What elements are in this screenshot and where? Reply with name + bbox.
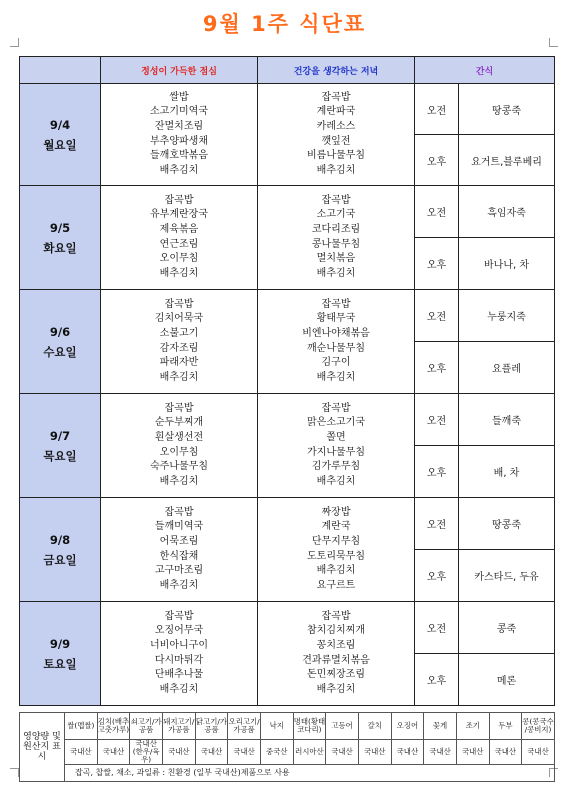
day-weekday: 토요일 [43, 656, 77, 671]
lunch-item: 배추김치 [159, 683, 199, 695]
lunch-item: 흰살생선전 [154, 431, 204, 443]
dinner-menu [258, 290, 415, 394]
corner-mark [549, 38, 558, 47]
origin-source: 국내산 [358, 740, 391, 765]
snack-am: 땅콩죽 [459, 498, 555, 550]
origin-items-row [20, 713, 555, 740]
dinner-item: 황태무국 [316, 313, 356, 325]
lunch-menu [101, 84, 258, 186]
dinner-item: 비름나물무침 [307, 150, 365, 162]
origin-note-row [20, 765, 555, 782]
dinner-item: 멸치볶음 [316, 253, 356, 265]
dinner-item: 꽁치조림 [316, 639, 356, 651]
period-pm: 오후 [415, 446, 459, 498]
dinner-item: 돈민찌장조림 [307, 669, 365, 681]
lunch-menu [101, 498, 258, 602]
origin-item: 쌀(멥쌀) [65, 713, 98, 740]
lunch-item: 배추김치 [159, 164, 199, 176]
period-am: 오전 [415, 84, 459, 135]
lunch-item: 고구마조림 [154, 565, 204, 577]
lunch-item: 잡곡밥 [164, 506, 194, 518]
menu-body [20, 84, 555, 706]
day-weekday: 월요일 [43, 137, 77, 152]
origin-source: 중국산 [260, 740, 293, 765]
lunch-item: 단배추나물 [154, 669, 204, 681]
dinner-item: 가지나물무침 [307, 446, 365, 458]
lunch-item: 김치어묵국 [154, 313, 204, 325]
origin-item: 쇠고기/가공품 [130, 713, 163, 740]
lunch-item: 오징어무국 [154, 625, 204, 637]
origin-item: 두부 [489, 713, 522, 740]
corner-mark [10, 38, 19, 47]
corner-mark [10, 768, 19, 777]
day-weekday: 화요일 [43, 240, 77, 255]
dinner-item: 쫄면 [326, 431, 346, 443]
day-date: 9/5 [49, 220, 71, 235]
origin-sources-row [20, 740, 555, 765]
lunch-item: 오이무침 [159, 253, 199, 265]
lunch-menu [101, 290, 258, 394]
period-am: 오전 [415, 186, 459, 238]
dinner-item: 잡곡밥 [321, 91, 351, 103]
snack-am: 들깨죽 [459, 394, 555, 446]
origin-item: 꽃게 [424, 713, 457, 740]
day-row [20, 602, 555, 654]
day-row [20, 84, 555, 135]
header-snack: 간식 [415, 57, 555, 84]
day-date: 9/4 [49, 117, 71, 132]
origin-source: 국내산 [65, 740, 98, 765]
dinner-menu [258, 84, 415, 186]
origin-item: 낙지 [260, 713, 293, 740]
origin-table [19, 712, 555, 782]
lunch-menu [101, 602, 258, 706]
lunch-item: 오이무침 [159, 446, 199, 458]
dinner-menu [258, 186, 415, 290]
day-date: 9/9 [49, 636, 71, 651]
snack-am: 콩죽 [459, 602, 555, 654]
day-cell [20, 290, 101, 394]
lunch-menu [101, 394, 258, 498]
dinner-item: 계란국 [321, 521, 351, 533]
dinner-item: 코다리조림 [311, 223, 361, 235]
snack-pm: 배, 차 [459, 446, 555, 498]
snack-pm: 바나나, 차 [459, 238, 555, 290]
menu-header-row [20, 57, 555, 84]
day-date: 9/7 [49, 428, 71, 443]
dinner-item: 카레소스 [316, 120, 356, 132]
lunch-item: 너비아니구이 [150, 639, 208, 651]
period-pm: 오후 [415, 654, 459, 706]
lunch-item: 배추김치 [159, 475, 199, 487]
page-title: 9월 1주 식단표 [202, 12, 367, 36]
dinner-item: 잡곡밥 [321, 298, 351, 310]
menu-table [19, 56, 555, 706]
dinner-item: 배추김치 [316, 164, 356, 176]
dinner-item: 콩나물무침 [311, 238, 361, 250]
lunch-item: 숙주나물무침 [150, 461, 208, 473]
snack-am: 흑임자죽 [459, 186, 555, 238]
dinner-menu [258, 602, 415, 706]
lunch-item: 소고기미역국 [150, 106, 208, 118]
period-am: 오전 [415, 498, 459, 550]
lunch-item: 들깨호박볶음 [150, 150, 208, 162]
origin-source: 국내산 [522, 740, 555, 765]
dinner-item: 잡곡밥 [321, 194, 351, 206]
dinner-item: 김구이 [321, 357, 351, 369]
day-date: 9/6 [49, 324, 71, 339]
period-pm: 오후 [415, 342, 459, 394]
dinner-item: 배추김치 [316, 683, 356, 695]
lunch-item: 감자조림 [159, 342, 199, 354]
snack-pm: 메론 [459, 654, 555, 706]
origin-source: 국내산 [97, 740, 130, 765]
lunch-item: 제육볶음 [159, 223, 199, 235]
dinner-item: 잡곡밥 [321, 402, 351, 414]
origin-source: 국내산 [424, 740, 457, 765]
dinner-item: 짜장밥 [321, 506, 351, 518]
day-cell [20, 394, 101, 498]
day-cell [20, 186, 101, 290]
lunch-item: 들깨미역국 [154, 521, 204, 533]
origin-source: 국내산 [195, 740, 228, 765]
lunch-item: 배추김치 [159, 371, 199, 383]
lunch-item: 소불고기 [159, 327, 199, 339]
lunch-item: 다시마튀각 [154, 654, 204, 666]
dinner-item: 잡곡밥 [321, 610, 351, 622]
dinner-menu [258, 498, 415, 602]
dinner-item: 배추김치 [316, 371, 356, 383]
lunch-item: 쌀밥 [169, 91, 189, 103]
dinner-item: 깻잎전 [321, 135, 351, 147]
origin-item: 김치(배추 고춧가루) [97, 713, 130, 740]
lunch-item: 유부계란장국 [150, 209, 208, 221]
dinner-item: 견과류멸치볶음 [302, 654, 370, 666]
origin-item: 오징어 [391, 713, 424, 740]
lunch-item: 부추양파생채 [150, 135, 208, 147]
period-am: 오전 [415, 290, 459, 342]
header-blank-cell [20, 57, 101, 84]
lunch-item: 어묵조림 [159, 535, 199, 547]
lunch-item: 배추김치 [159, 267, 199, 279]
lunch-item: 파래자반 [159, 357, 199, 369]
dinner-item: 소고기국 [316, 209, 356, 221]
snack-pm: 카스타드, 두유 [459, 550, 555, 602]
header-dinner: 건강을 생각하는 저녁 [258, 57, 415, 84]
period-pm: 오후 [415, 238, 459, 290]
period-pm: 오후 [415, 550, 459, 602]
day-date: 9/8 [49, 532, 71, 547]
origin-item: 콩(콩국수 /콩비지) [522, 713, 555, 740]
dinner-menu [258, 394, 415, 498]
origin-item: 닭고기/가공품 [195, 713, 228, 740]
origin-item: 돼지고기/가공품 [162, 713, 195, 740]
dinner-item: 깨순나물무침 [307, 342, 365, 354]
day-row [20, 186, 555, 238]
dinner-item: 배추김치 [316, 475, 356, 487]
origin-label: 영양량 및 원산지 표시 [20, 713, 65, 782]
dinner-item: 배추김치 [316, 565, 356, 577]
origin-note: 잡곡, 찹쌀, 채소, 과일류 : 친환경 (일부 국내산)제품으로 사용 [65, 765, 555, 782]
origin-source: 국내산 [228, 740, 261, 765]
dinner-item: 김가루무침 [311, 461, 361, 473]
day-cell [20, 84, 101, 186]
period-am: 오전 [415, 602, 459, 654]
dinner-item: 배추김치 [316, 267, 356, 279]
origin-source: 국내산 [489, 740, 522, 765]
dinner-item: 단무지무침 [311, 535, 361, 547]
snack-pm: 요거트,블루베리 [459, 135, 555, 186]
lunch-item: 잔멸치조림 [154, 120, 204, 132]
origin-item: 갈치 [358, 713, 391, 740]
dinner-item: 계란파국 [316, 106, 356, 118]
period-pm: 오후 [415, 135, 459, 186]
dinner-item: 요구르트 [316, 579, 356, 591]
lunch-item: 잡곡밥 [164, 402, 194, 414]
lunch-item: 연근조림 [159, 238, 199, 250]
dinner-item: 도토리묵무침 [307, 550, 365, 562]
lunch-item: 순두부찌개 [154, 417, 204, 429]
day-row [20, 498, 555, 550]
lunch-item: 배추김치 [159, 579, 199, 591]
origin-source: 국내산 [456, 740, 489, 765]
origin-source: 러시아산 [293, 740, 326, 765]
origin-item: 명태(황태 코다리) [293, 713, 326, 740]
dinner-item: 비엔나야채볶음 [302, 327, 370, 339]
origin-source: 국내산 [391, 740, 424, 765]
lunch-menu [101, 186, 258, 290]
lunch-item: 잡곡밥 [164, 610, 194, 622]
origin-source: 국내산 [162, 740, 195, 765]
day-weekday: 금요일 [43, 552, 77, 567]
snack-am: 땅콩죽 [459, 84, 555, 135]
origin-item: 고등어 [326, 713, 359, 740]
day-cell [20, 498, 101, 602]
origin-item: 조기 [456, 713, 489, 740]
dinner-item: 참치김치찌개 [307, 625, 365, 637]
dinner-item: 맑은소고기국 [307, 417, 365, 429]
snack-am: 누룽지죽 [459, 290, 555, 342]
origin-source: 국내산 (한우/육우) [130, 740, 163, 765]
lunch-item: 한식잡채 [159, 550, 199, 562]
day-cell [20, 602, 101, 706]
origin-item: 오리고기/가공품 [228, 713, 261, 740]
lunch-item: 잡곡밥 [164, 194, 194, 206]
snack-pm: 요플레 [459, 342, 555, 394]
day-row [20, 290, 555, 342]
day-weekday: 수요일 [43, 344, 77, 359]
header-lunch: 정성이 가득한 점심 [101, 57, 258, 84]
day-weekday: 목요일 [43, 448, 77, 463]
day-row [20, 394, 555, 446]
period-am: 오전 [415, 394, 459, 446]
lunch-item: 잡곡밥 [164, 298, 194, 310]
origin-source: 국내산 [326, 740, 359, 765]
